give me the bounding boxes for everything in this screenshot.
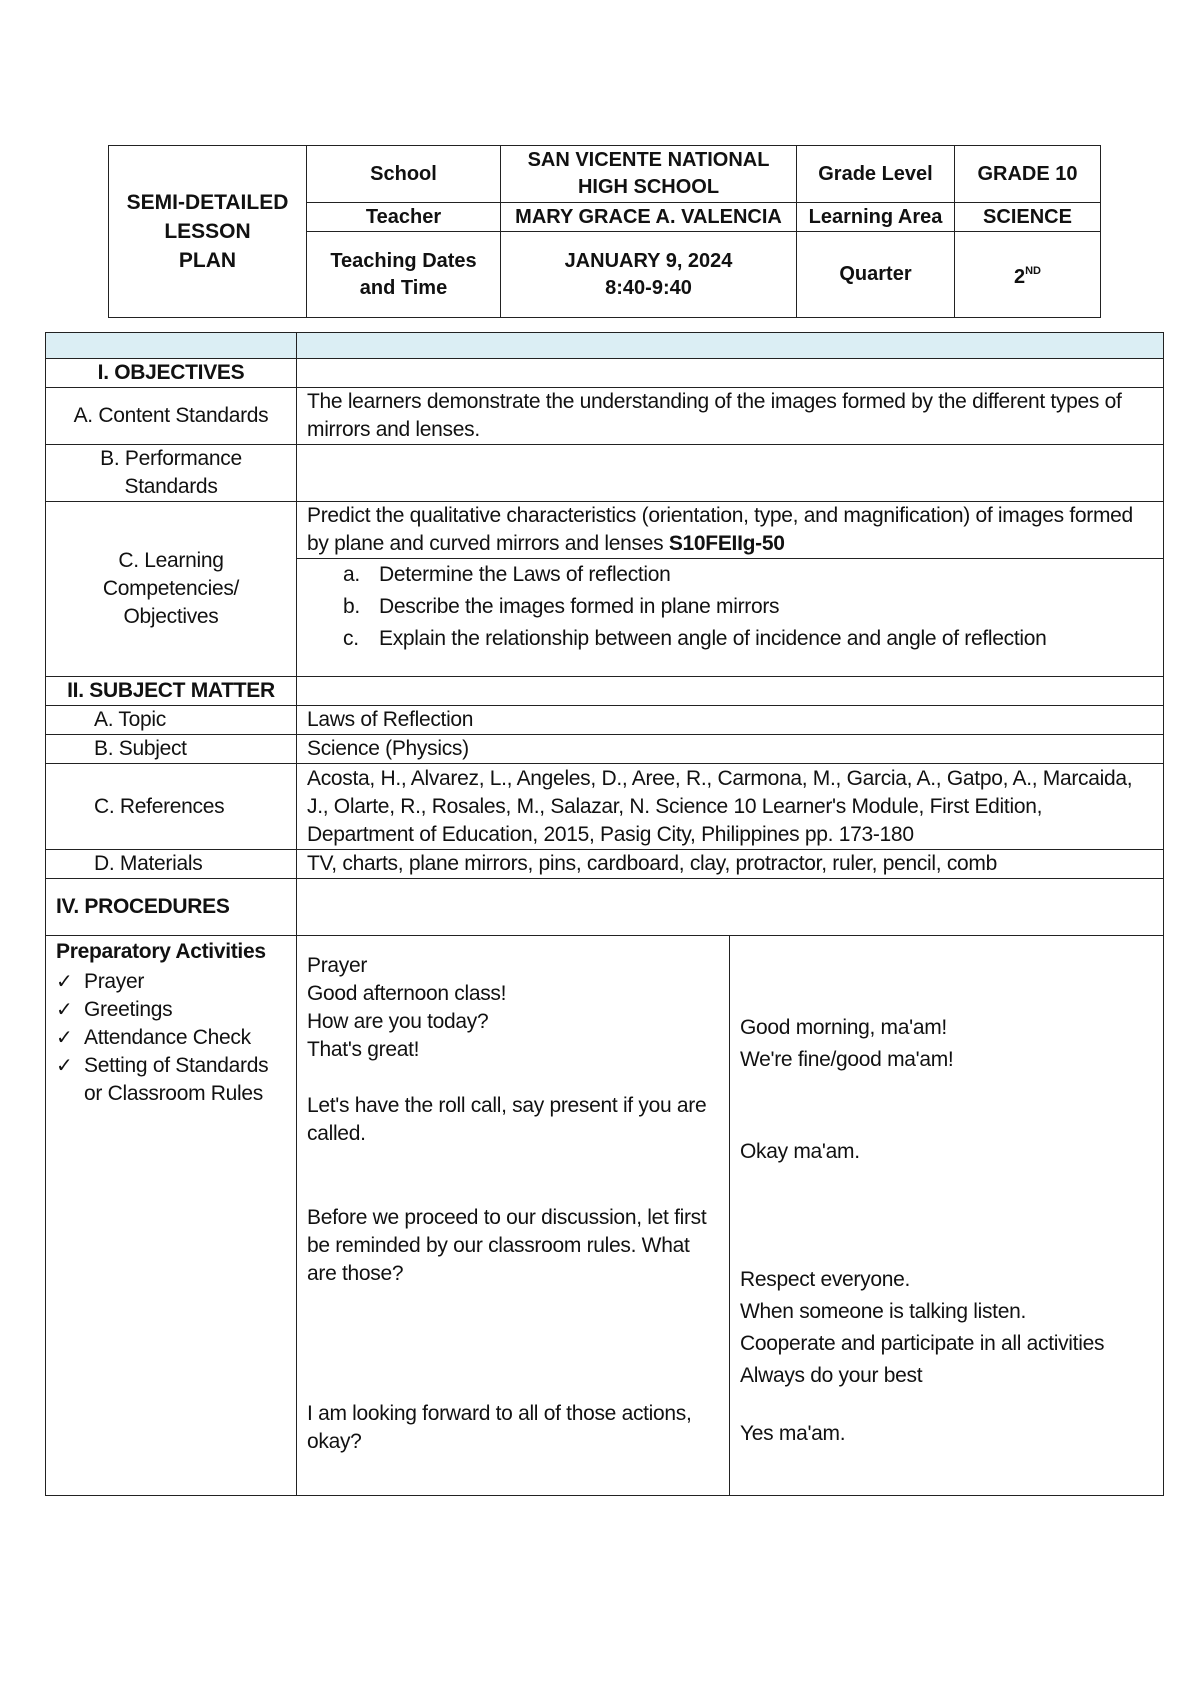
list-item: ✓ Greetings (56, 996, 286, 1024)
procedures-heading-row (46, 879, 1164, 936)
title-line: PLAN (178, 249, 237, 272)
competency-code: S10FEIIg-50 (668, 532, 785, 555)
materials-value: TV, charts, plane mirrors, pins, cardboard, clay, protractor, ruler, pencil, comb (297, 850, 1164, 879)
teaching-dates-value: JANUARY 9, 2024 8:40-9:40 (501, 232, 797, 318)
title-line: LESSON (164, 220, 251, 243)
teacher-activity: Prayer Good afternoon class! How are you today? That's great! Let's have the roll call, say present if you are called. Before we proceed to our discussion, let first be reminded by our classroom rules. What are those? I am looking forward to all of those actions, okay? (297, 936, 730, 1496)
learning-area-label: Learning Area (797, 203, 955, 232)
learning-area-value: SCIENCE (955, 203, 1101, 232)
table-row (46, 706, 1164, 735)
list-item: ✓ Prayer (56, 968, 286, 996)
performance-standards-row (46, 445, 1164, 502)
school-label: School (307, 146, 501, 203)
list-item: c. Explain the relationship between angle of incidence and angle of reflection (343, 627, 1047, 650)
teacher-value: MARY GRACE A. VALENCIA (501, 203, 797, 232)
students-activity: Good morning, ma'am! We're fine/good ma'am! Okay ma'am. Respect everyone. When someone is talking listen. Cooperate and participate in all activities Always do your best Yes ma'am. (730, 936, 1164, 1496)
teacher-label: Teacher (307, 203, 501, 232)
lesson-plan-body (45, 332, 1164, 1496)
teaching-dates-label: Teaching Dates and Time (307, 232, 501, 318)
checkmark-icon: ✓ (56, 971, 73, 993)
table-row (46, 764, 1164, 850)
lesson-plan-header (108, 145, 1101, 318)
checkmark-icon: ✓ (56, 1055, 73, 1077)
subject-matter-heading-row (46, 677, 1164, 706)
preparatory-activities-row (46, 936, 1164, 1496)
materials-label: D. Materials (46, 850, 297, 879)
subject-value: Science (Physics) (297, 735, 1164, 764)
quarter-value: 2ND (955, 232, 1101, 318)
header-band (46, 333, 1164, 359)
school-value: SAN VICENTE NATIONAL HIGH SCHOOL (501, 146, 797, 203)
table-row (46, 850, 1164, 879)
list-item: ✓ Attendance Check (56, 1024, 286, 1052)
competency-label: C. Learning Competencies/ Objectives (46, 502, 297, 677)
checkmark-icon: ✓ (56, 1027, 73, 1049)
title-line: SEMI-DETAILED (126, 191, 289, 214)
references-label: C. References (46, 764, 297, 850)
performance-standards-text (297, 445, 1164, 502)
procedures-heading: IV. PROCEDURES (46, 879, 297, 936)
grade-level-value: GRADE 10 (955, 146, 1101, 203)
grade-level-label: Grade Level (797, 146, 955, 203)
content-standards-row (46, 388, 1164, 445)
table-row (46, 735, 1164, 764)
subject-matter-heading: II. SUBJECT MATTER (46, 677, 297, 706)
competency-text: Predict the qualitative characteristics (orientation, type, and magnification) of images formed by plane and curved mirrors and lenses S10FEIIg-50 (297, 502, 1164, 559)
list-item: b. Describe the images formed in plane mirrors (343, 595, 780, 618)
subject-label: B. Subject (46, 735, 297, 764)
content-standards-label: A. Content Standards (46, 388, 297, 445)
preparatory-list (56, 968, 286, 1108)
list-item: ✓ Setting of Standards or Classroom Rules (56, 1052, 286, 1108)
content-standards-text: The learners demonstrate the understanding of the images formed by the different types of mirrors and lenses. (297, 388, 1164, 445)
objectives-heading: I. OBJECTIVES (46, 359, 297, 388)
quarter-label: Quarter (797, 232, 955, 318)
competency-row (46, 502, 1164, 559)
preparatory-activities (46, 936, 297, 1496)
preparatory-title: Preparatory Activities (56, 940, 266, 963)
document-title (109, 146, 307, 318)
references-value: Acosta, H., Alvarez, L., Angeles, D., Aree, R., Carmona, M., Garcia, A., Gatpo, A., Marcaida, J., Olarte, R., Rosales, M., Salazar, N. Science 10 Learner's Module, First Edition, Department of Education, 2015, Pasig City, Philippines pp. 173-180 (297, 764, 1164, 850)
objectives-list (307, 559, 1153, 655)
performance-standards-label: B. Performance Standards (46, 445, 297, 502)
checkmark-icon: ✓ (56, 999, 73, 1021)
objectives-heading-row (46, 359, 1164, 388)
topic-value: Laws of Reflection (297, 706, 1164, 735)
list-item: a. Determine the Laws of reflection (343, 563, 671, 586)
topic-label: A. Topic (46, 706, 297, 735)
